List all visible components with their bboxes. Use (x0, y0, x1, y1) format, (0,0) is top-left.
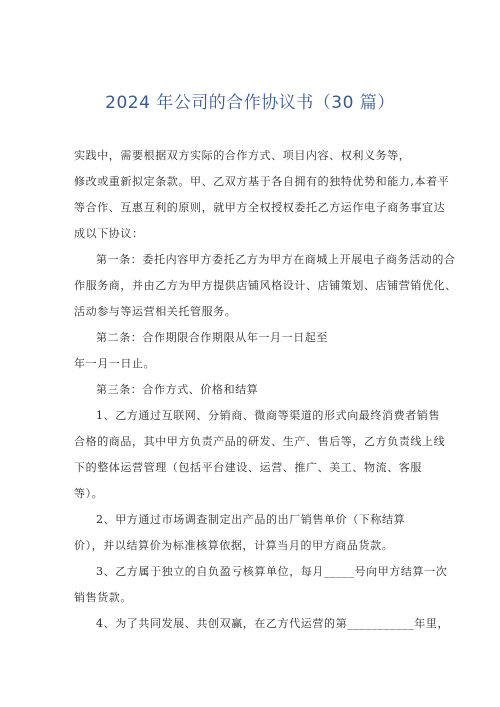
paragraph-clause-4 (74, 611, 450, 637)
paragraph-clause-3 (74, 559, 448, 611)
paragraph-article-2 (74, 325, 444, 377)
paragraph-intro (74, 143, 450, 247)
paragraph-clause-2 (74, 507, 444, 559)
text-line: 年一月一日止。 (74, 357, 156, 370)
text-line: 1、乙方通过互联网、分销商、微商等渠道的形式向最终消费者销售 (96, 409, 440, 422)
paragraph-clause-1 (74, 403, 444, 507)
text-line: 第二条：合作期限合作期限从年一月一日起至 (96, 331, 328, 344)
paragraph-article-1 (74, 247, 457, 325)
paragraph-article-3 (74, 377, 444, 403)
text-line: 销售货款。 (74, 591, 132, 604)
text-line: 修改或重新拟定条款。甲、乙双方基于各自拥有的独特优势和能力,本着平 (74, 175, 450, 188)
text-line: 实践中，需要根据双方实际的合作方式、项目内容、权利义务等， (74, 149, 411, 162)
text-line: 合格的商品，其中甲方负责产品的研发、生产、售后等，乙方负责线上线 (74, 435, 446, 448)
text-line: 下的整体运营管理（包括平台建设、运营、推广、美工、物流、客服 (74, 461, 422, 474)
text-line: 第一条：委托内容甲方委托乙方为甲方在商城上开展电子商务活动的合 (96, 253, 456, 266)
text-line: 等）。 (74, 487, 104, 500)
text-line: 3、乙方属于独立的自负盈亏核算单位，每月_____号向甲方结算一次 (96, 565, 448, 578)
text-line: 第三条：合作方式、价格和结算 (96, 383, 259, 396)
text-line: 2、甲方通过市场调查制定出产品的出厂销售单价（下称结算 (96, 513, 406, 526)
text-line: 成以下协议： (74, 227, 144, 240)
text-line: 等合作、互惠互利的原则，就甲方全权授权委托乙方运作电子商务事宜达 (74, 201, 446, 214)
text-line: 价），并以结算价为标准核算依据，计算当月的甲方商品货款。 (74, 539, 394, 552)
text-line: 作服务商，并由乙方为甲方提供店铺风格设计、店铺策划、店铺营销优化、 (74, 279, 457, 292)
text-line: 4、为了共同发展、共创双赢，在乙方代运营的第___________年里， (96, 617, 450, 630)
text-line: 活动参与等运营相关托管服务。 (74, 305, 237, 318)
page-title: 2024 年公司的合作协议书（30 篇） (105, 93, 395, 113)
